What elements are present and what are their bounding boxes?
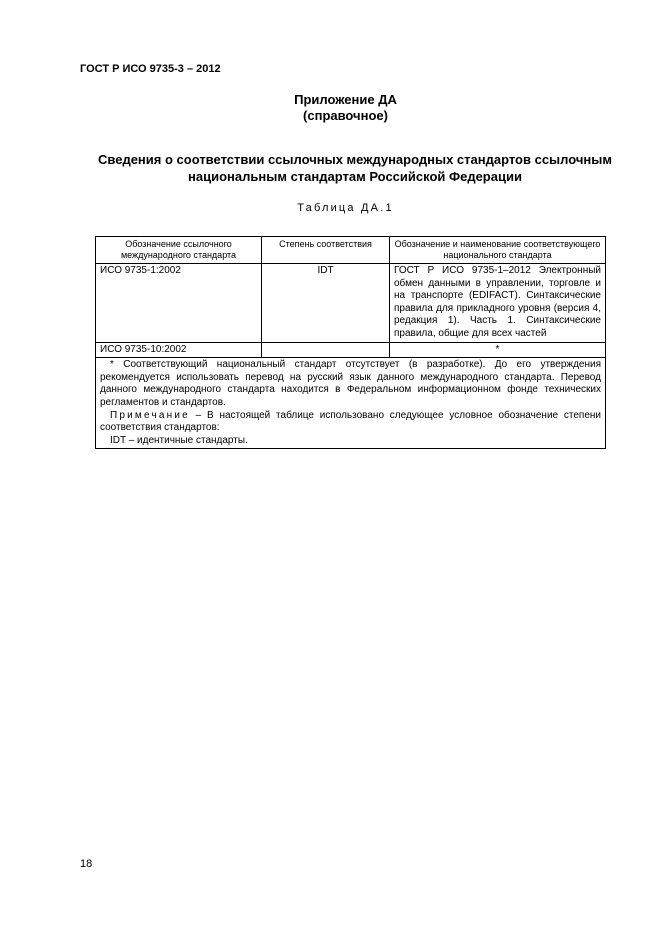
note-text: – В настоящей таблице использовано следующее условное обозначение степени соответствия стандартов: xyxy=(100,409,601,434)
column-header-national: Обозначение и наименование соответствующего национального стандарта xyxy=(390,237,606,264)
table-caption: Таблица ДА.1 xyxy=(297,202,394,214)
cell-intl-standard: ИСО 9735-10:2002 xyxy=(96,342,262,358)
column-header-intl: Обозначение ссылочного международного стандарта xyxy=(96,237,262,264)
table-notes xyxy=(96,358,606,449)
note-paragraph xyxy=(100,410,601,435)
cell-intl-standard: ИСО 9735-1:2002 xyxy=(96,264,262,343)
appendix-title: Приложение ДА xyxy=(294,92,397,107)
footnote-text: * Соответствующий национальный стандарт отсутствует (в разработке). До его утверждения рекомендуется использовать перевод на русский язык данного международного стандарта. Перевод данного международного стандарта находится в Федеральном информационном фонде технических регламентов и стандартов. xyxy=(100,359,601,408)
table-row xyxy=(96,342,606,358)
column-header-degree: Степень соответствия xyxy=(262,237,390,264)
cell-degree: IDT xyxy=(262,264,390,343)
cell-national-standard: * xyxy=(390,342,606,358)
legend-text: IDT – идентичные стандарты. xyxy=(110,434,248,446)
page-number: 18 xyxy=(80,858,93,870)
cell-degree xyxy=(262,342,390,358)
section-title: Сведения о соответствии ссылочных международных стандартов ссылочным национальным стандартам Российской Федерации xyxy=(98,152,612,184)
table-row xyxy=(96,264,606,343)
note-label: Примечание xyxy=(110,409,190,421)
cell-national-standard: ГОСТ Р ИСО 9735-1–2012 Электронный обмен данными в управлении, торговле и на транспорте (EDIFACT). Синтаксические правила для прикладного уровня (версия 4, редакция 1). Часть 1. Синтаксические правила, общие для всех частей xyxy=(390,264,606,343)
document-header: ГОСТ Р ИСО 9735-3 – 2012 xyxy=(80,63,221,75)
table-notes-row xyxy=(96,358,606,449)
standards-table xyxy=(95,236,606,449)
table-header-row xyxy=(96,237,606,264)
appendix-subtitle: (справочное) xyxy=(303,108,388,123)
appendix-heading xyxy=(0,92,661,124)
